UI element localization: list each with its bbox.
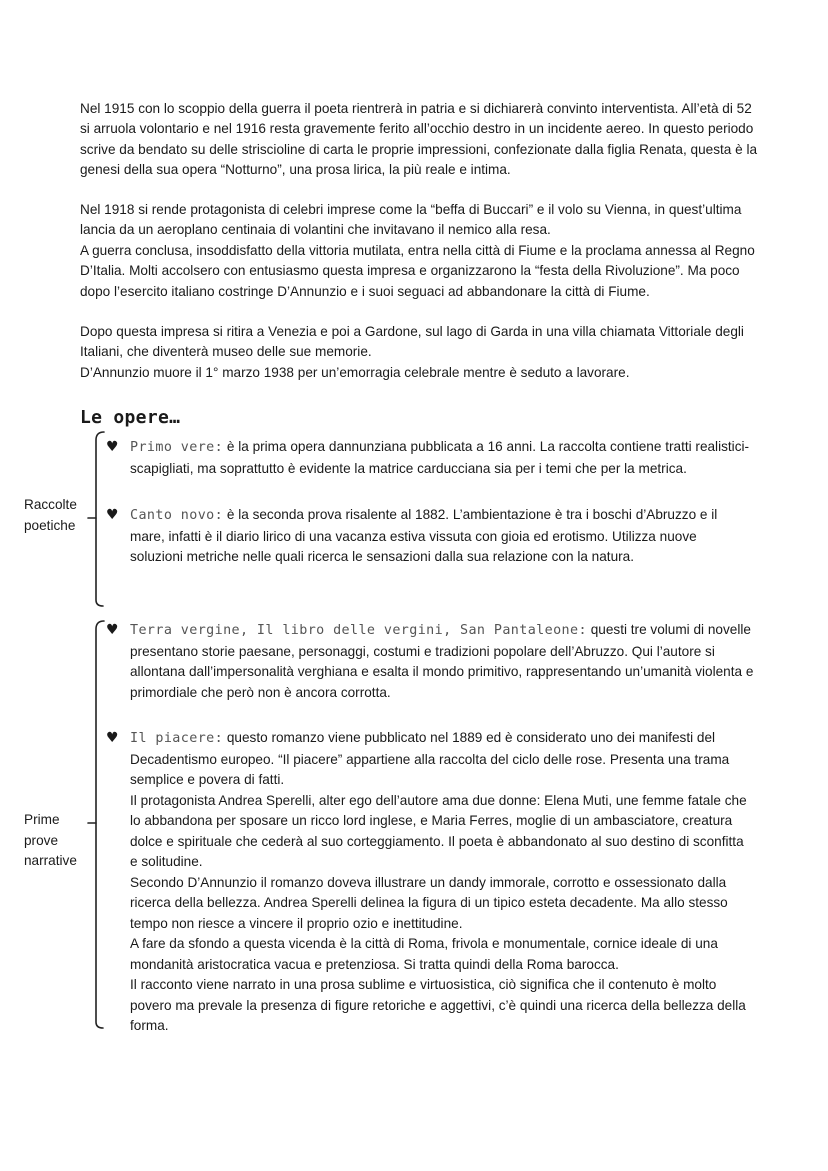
group-label-narrative-line3: narrative [24,853,77,868]
work-description: è la prima opera dannunziana pubblicata a 16 anni. La raccolta contiene tratti realistici-scapigliati, ma soprattutto è evidente la matrice carducciana sia per i temi che per la metrica. [130,439,750,476]
group-label-poetry-line2: poetiche [24,517,76,533]
heart-icon: ♥ [106,439,119,455]
heart-icon: ♥ [106,622,119,638]
work-description: questi tre volumi di novelle presentano storie paesane, personaggi, costumi e tradizioni popolare dell’Abruzzo. Qui l’autore si allontana dall’impersonalità verghiana e esalta il mondo primitivo, rappresentando un’umanità violenta e primordiale che però non è ancora corrotta. [130,622,754,700]
work-intro [130,728,750,791]
work-title: Canto novo: [130,508,224,523]
bracket-narrative [96,621,104,1028]
group-label-poetry [24,495,77,536]
group-label-poetry-line1: Raccolte [24,497,77,512]
group-label-narrative [24,810,77,872]
bio-paragraph-fiume: A guerra conclusa, insoddisfatto della vittoria mutilata, entra nella città di Fiume e la proclama annessa al Regno D’Italia. Molti accolsero con entusiasmo questa impresa e organizzarono la “festa della Rivoluzione”. Ma poco dopo l’esercito italiano costringe D’Annunzio e i suoi seguaci ad abbandonare la città di Fiume. [80,243,755,299]
bracket-poetry [96,432,104,606]
work-paragraph-style: Il racconto viene narrato in una prosa sublime e virtuosistica, ciò significa che il contenuto è molto povero ma prevale la presenza di figure retoriche e aggettivi, c’è quindi una ricerca della bellezza della forma. [130,977,746,1033]
heart-icon: ♥ [106,507,119,523]
bio-paragraph-vittoriale: Dopo questa impresa si ritira a Venezia e poi a Gardone, sul lago di Garda in una villa chiamata Vittoriale degli Italiani, che diventerà museo delle sue memorie. [80,324,744,360]
work-item-canto-novo [130,505,750,568]
work-title: Il piacere: [130,731,224,746]
work-title: Primo vere: [130,440,224,455]
bio-paragraph-war: Nel 1915 con lo scoppio della guerra il poeta rientrerà in patria e si dichiarerà convinto interventista. All’età di 52 si arruola volontario e nel 1916 resta gravemente ferito all’occhio destro in un incidente aereo. In questo periodo scrive da bendato su delle striscioline di carta le proprie impressioni, confezionate dalla figlia Renata, questa è la genesi della sua opera “Notturno”, una prosa lirica, la più reale e intima. [80,101,758,177]
work-item-primo-vere [130,437,750,479]
work-paragraph-dandy: Secondo D’Annunzio il romanzo doveva illustrare un dandy immorale, corrotto e ossessionato dalla ricerca della bellezza. Andrea Sperelli delinea la figura di un tipico esteta decadente. Ma allo stesso tempo non riesce a vincere il proprio ozio e inettitudine. [130,874,728,931]
bio-paragraph-death: D’Annunzio muore il 1° marzo 1938 per un’emorragia celebrale mentre è seduto a lavorare. [80,365,630,380]
work-paragraph-plot: Il protagonista Andrea Sperelli, alter ego dell’autore ama due donne: Elena Muti, une femme fatale che lo abbandona per sposare un ricco lord inglese, e Maria Ferres, moglie di un ambasciatore, creatura dolce e spirituale che cederà al suo corteggiamento. Il poeta è abbandonato al suo destino di sconfitta e solitudine. [130,792,747,869]
bio-paragraph-buccari: Nel 1918 si rende protagonista di celebri imprese come la “beffa di Buccari” e il volo su Vienna, in quest’ultima lancia da un aeroplano centinaia di volantini che invitavano il nemico alla resa. [80,202,742,238]
heart-icon: ♥ [106,730,119,746]
works-heading: Le opere… [80,407,181,428]
work-description: è la seconda prova risalente al 1882. L’ambientazione è tra i boschi d’Abruzzo e il mare, infatti è il diario lirico di una vacanza estiva vissuta con gioia ed erotismo. Utilizza nuove soluzioni metriche nelle quali ricerca le sensazioni dalla sua relazione con la natura. [130,507,718,564]
work-description: questo romanzo viene pubblicato nel 1889 ed è considerato uno dei manifesti del Decadentismo europeo. “Il piacere” appartiene alla raccolta del ciclo delle rose. Presenta una trama semplice e povera di fatti. [130,730,730,787]
work-item-novelle [130,620,755,703]
work-title: Terra vergine, Il libro delle vergini, San Pantaleone: [130,623,587,638]
group-label-narrative-line1: Prime [24,812,60,827]
work-item-il-piacere [130,728,750,1037]
work-paragraph-rome: A fare da sfondo a questa vicenda è la città di Roma, frivola e monumentale, cornice ideale di una mondanità aristocratica vacua e pretenziosa. Si tratta quindi della Roma barocca. [130,936,718,972]
group-label-narrative-line2: prove [24,832,59,848]
